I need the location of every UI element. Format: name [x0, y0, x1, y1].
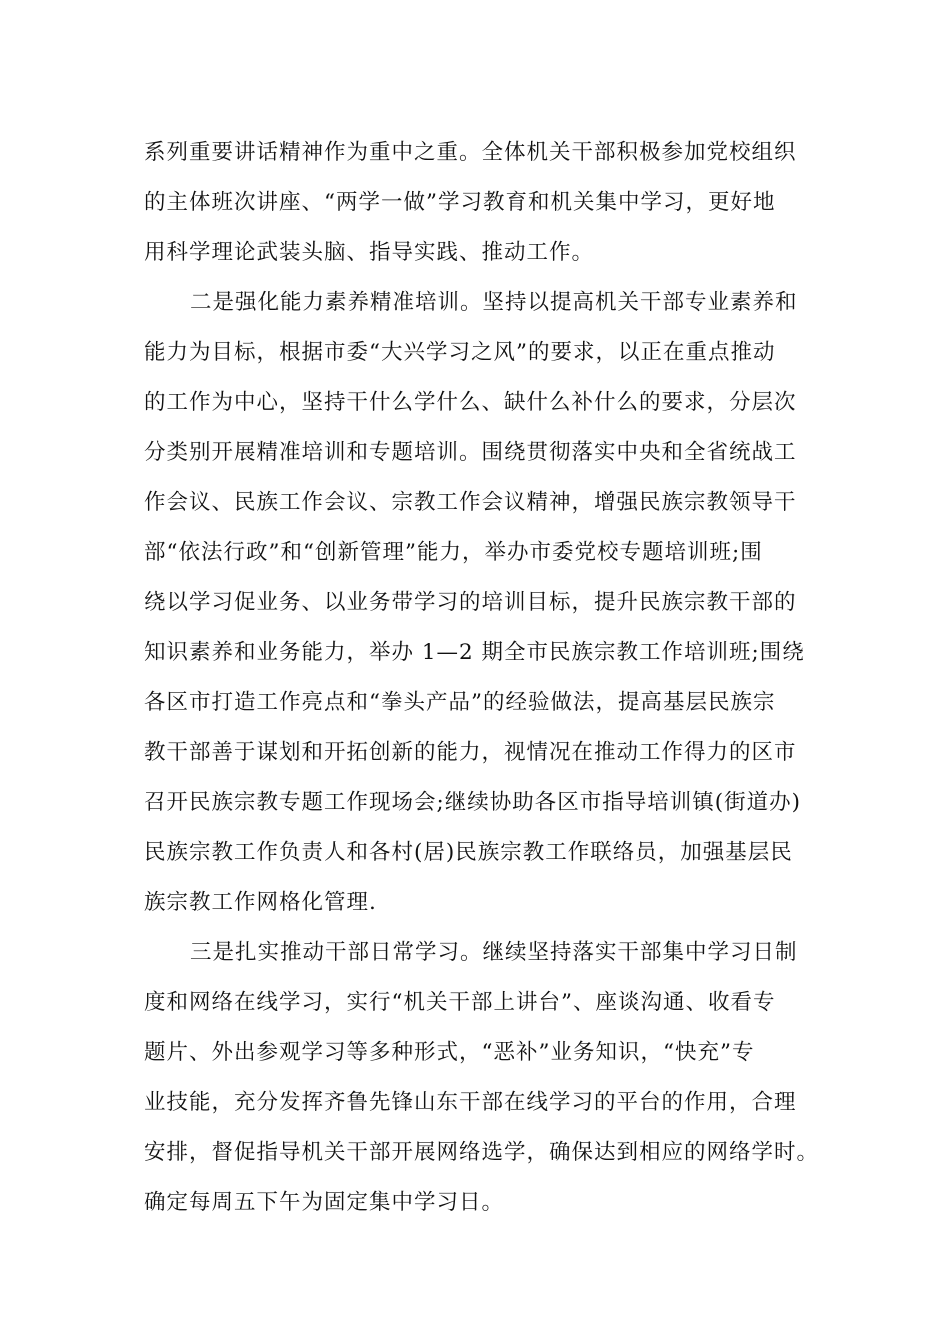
text-line: 部“依法行政”和“创新管理”能力，举办市委党校专题培训班;围 [144, 540, 763, 565]
text-line: 用科学理论武装头脑、指导实践、推动工作。 [144, 240, 595, 265]
text-line: 业技能，充分发挥齐鲁先锋山东干部在线学习的平台的作用，合理 [144, 1090, 797, 1115]
text-line: 知识素养和业务能力，举办 1—2 期全市民族宗教工作培训班;围绕 [144, 640, 805, 665]
text-line: 确定每周五下午为固定集中学习日。 [144, 1190, 505, 1215]
text-line: 度和网络在线学习，实行“机关干部上讲台”、座谈沟通、收看专 [144, 990, 776, 1015]
text-line: 族宗教工作网格化管理. [144, 890, 377, 915]
text-line: 题片、外出参观学习等多种形式，“恶补”业务知识，“快充”专 [144, 1040, 755, 1065]
text-line: 系列重要讲话精神作为重中之重。全体机关干部积极参加党校组织 [144, 140, 797, 165]
document-body [144, 128, 834, 1228]
text-line: 绕以学习促业务、以业务带学习的培训目标，提升民族宗教干部的 [144, 590, 797, 615]
paragraph-3-first-line: 三是扎实推动干部日常学习。继续坚持落实干部集中学习日制 [190, 940, 798, 965]
text-line: 的主体班次讲座、“两学一做”学习教育和机关集中学习，更好地 [144, 190, 776, 215]
text-line: 安排，督促指导机关干部开展网络选学，确保达到相应的网络学时。 [144, 1140, 820, 1165]
text-line: 能力为目标，根据市委“大兴学习之风”的要求，以正在重点推动 [144, 340, 776, 365]
text-line: 教干部善于谋划和开拓创新的能力，视情况在推动工作得力的区市 [144, 740, 797, 765]
paragraph-2-first-line: 二是强化能力素养精准培训。坚持以提高机关干部专业素养和 [190, 290, 798, 315]
text-line: 各区市打造工作亮点和“拳头产品”的经验做法，提高基层民族宗 [144, 690, 776, 715]
text-line: 的工作为中心，坚持干什么学什么、缺什么补什么的要求，分层次 [144, 390, 797, 415]
text-line: 召开民族宗教专题工作现场会;继续协助各区市指导培训镇(街道办) [144, 790, 802, 815]
text-line: 分类别开展精准培训和专题培训。围绕贯彻落实中央和全省统战工 [144, 440, 797, 465]
text-line: 民族宗教工作负责人和各村(居)民族宗教工作联络员，加强基层民 [144, 840, 793, 865]
text-line: 作会议、民族工作会议、宗教工作会议精神，增强民族宗教领导干 [144, 490, 797, 515]
